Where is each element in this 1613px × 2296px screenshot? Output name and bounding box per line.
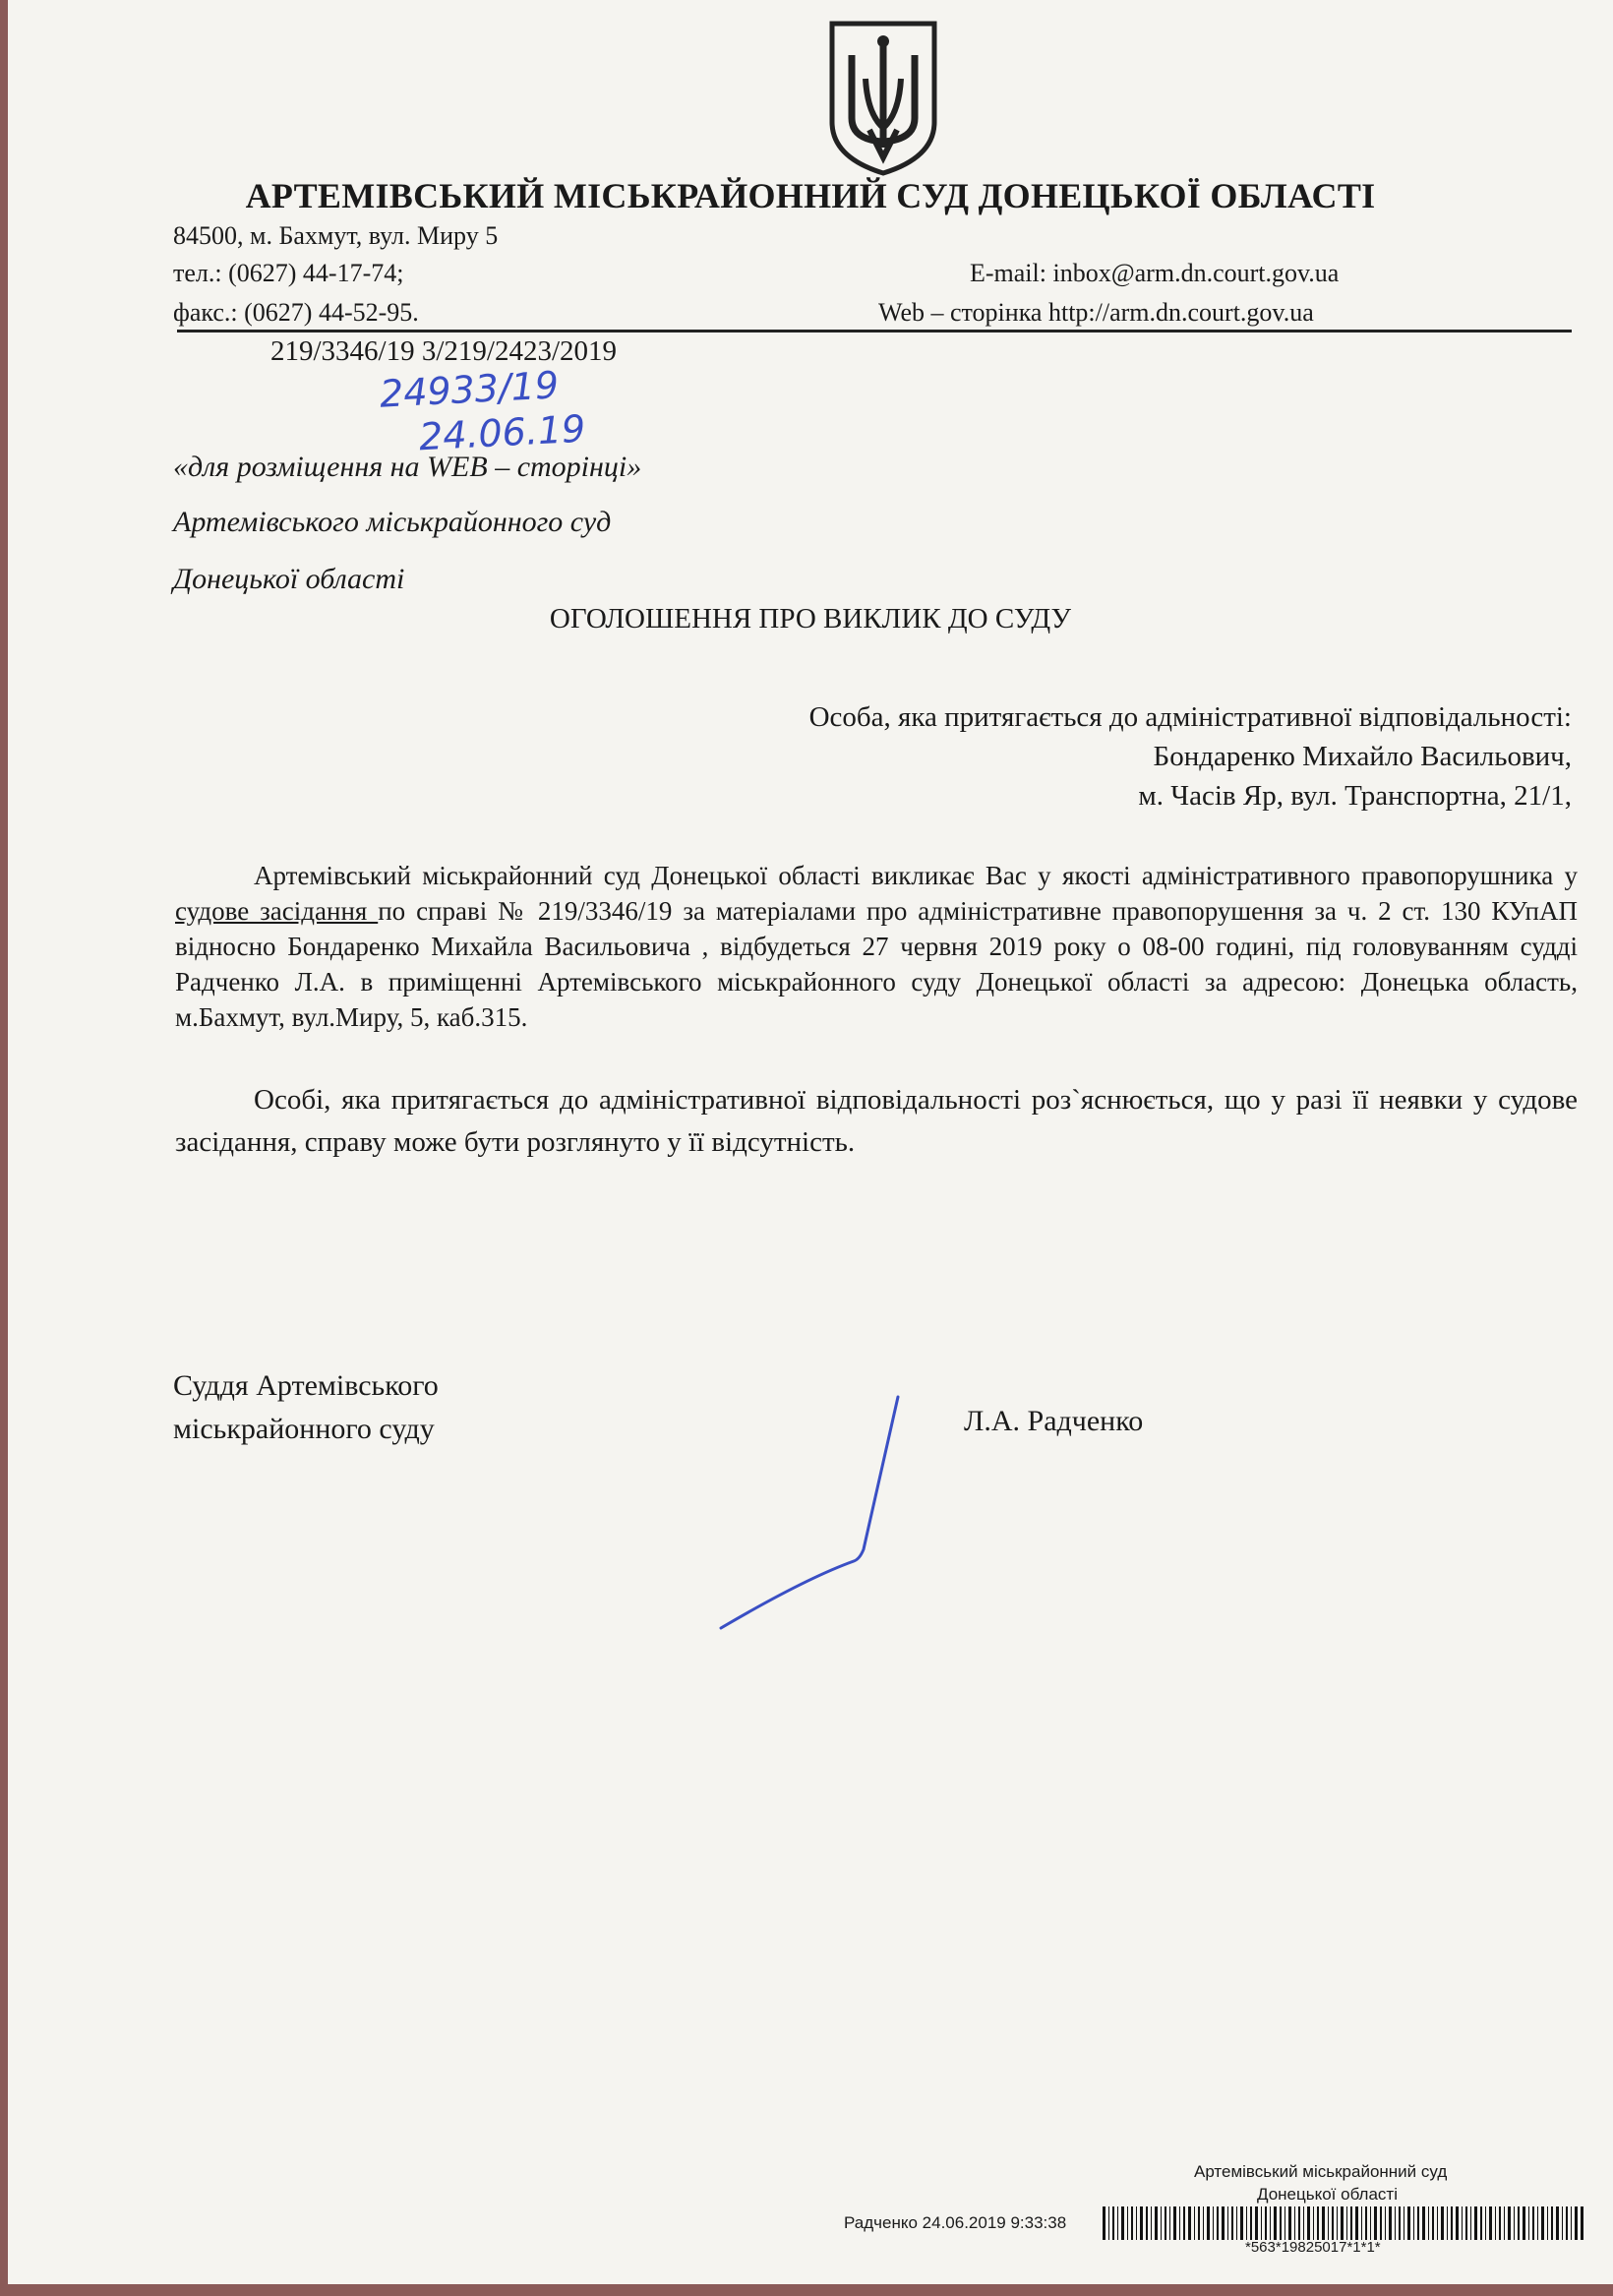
person-name: Бондаренко Михайло Васильович, bbox=[1153, 741, 1572, 772]
summons-paragraph bbox=[175, 858, 1578, 1035]
header-divider bbox=[177, 330, 1572, 332]
person-role: Особа, яка притягається до адміністративної відповідальності: bbox=[808, 701, 1572, 733]
court-fax: факс.: (0627) 44-52-95. bbox=[173, 298, 419, 327]
case-reference: 219/3346/19 3/219/2423/2019 bbox=[270, 335, 618, 367]
notice-title: ОГОЛОШЕННЯ ПРО ВИКЛИК ДО СУДУ bbox=[549, 603, 1072, 634]
recipient-line-3: Донецької області bbox=[173, 563, 405, 595]
recipient-line-2: Артемівського міськрайонного суд bbox=[173, 506, 612, 538]
court-address: 84500, м. Бахмут, вул. Миру 5 bbox=[173, 221, 499, 250]
judge-title-line-2: міськрайонного суду bbox=[173, 1413, 435, 1445]
handwritten-registration-date: 24.06.19 bbox=[417, 406, 587, 459]
operator-timestamp: Радченко 24.06.2019 9:33:38 bbox=[844, 2213, 1067, 2232]
document-page bbox=[8, 0, 1613, 2284]
court-phone: тел.: (0627) 44-17-74; bbox=[173, 259, 404, 287]
court-web: Web – сторінка http://arm.dn.court.gov.ua bbox=[878, 298, 1314, 327]
court-email: E-mail: inbox@arm.dn.court.gov.ua bbox=[970, 259, 1340, 287]
stamp-court-line-1: Артемівський міськрайонний суд bbox=[1194, 2162, 1448, 2181]
person-address: м. Часів Яр, вул. Транспортна, 21/1, bbox=[1138, 780, 1572, 812]
stamp-court-line-2: Донецької області bbox=[1257, 2185, 1398, 2204]
handwritten-registration-number: 24933/19 bbox=[378, 363, 561, 416]
barcode-text: *563*19825017*1*1* bbox=[1245, 2239, 1381, 2256]
judge-name: Л.А. Радченко bbox=[964, 1405, 1144, 1437]
court-name: АРТЕМІВСЬКИЙ МІСЬКРАЙОННИЙ СУД ДОНЕЦЬКОЇ ОБЛАСТІ bbox=[245, 176, 1376, 215]
coat-of-arms-icon bbox=[826, 20, 940, 177]
judge-title-line-1: Суддя Артемівського bbox=[173, 1369, 439, 1402]
summons-text-start: Артемівський міськрайонний суд Донецької області викликає Вас у якості адміністративного правопорушника у bbox=[254, 861, 1578, 890]
absence-clarification-paragraph: Особі, яка притягається до адміністративної відповідальності роз`яснюється, що у разі її неявки у судове засідання, справу може бути розглянуто у її відсутність. bbox=[175, 1084, 1578, 1158]
summons-text-end: по справі № 219/3346/19 за матеріалами про адміністративне правопорушення за ч. 2 ст. 130 КУпАП відносно Бондаренко Михайла Васильовича , відбудеться 27 червня 2019 року о 08-00 годині, під головуванням судді Радченко Л.А. в приміщенні Артемівського міськрайонного суду Донецької області за адресою: Донецька область, м.Бахмут, вул.Миру, 5, каб.315. bbox=[175, 896, 1578, 1032]
recipient-line-1: «для розміщення на WEB – сторінці» bbox=[173, 451, 642, 483]
summons-text-underlined: судове засідання bbox=[175, 896, 379, 926]
handwritten-signature bbox=[706, 1392, 932, 1638]
document-barcode bbox=[1103, 2206, 1584, 2240]
